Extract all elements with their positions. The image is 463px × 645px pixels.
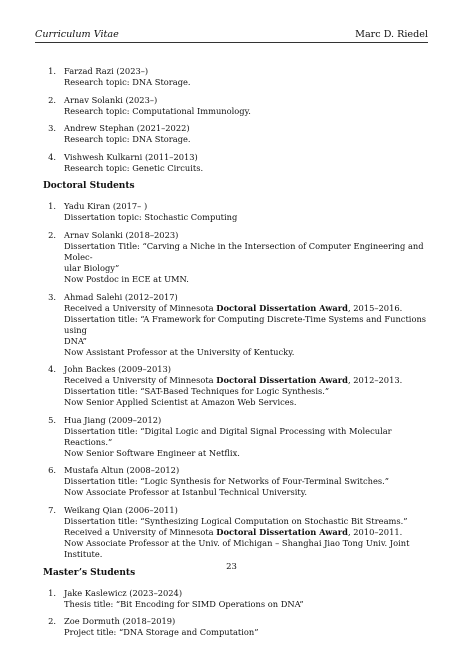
list-item [35, 230, 428, 285]
list-item-line: Thesis title: “Bit Encoding for SIMD Operations on DNA” [64, 598, 304, 609]
list-item-line: Research topic: Genetic Circuits. [64, 162, 204, 173]
award-years: , 2010–2011. [347, 526, 403, 537]
list-item [35, 95, 428, 117]
list-item-number: 1. [48, 201, 56, 212]
list-item-number: 4. [48, 364, 56, 375]
list-item-line: Arnav Solanki (2023–) [64, 94, 158, 105]
list-item [35, 66, 428, 88]
list-item-number: 7. [48, 504, 56, 515]
list-item-line: Weikang Qian (2006–2011) [64, 504, 178, 515]
list-item [35, 616, 428, 638]
list-item-line: Arnav Solanki (2018–2023) [64, 229, 179, 240]
list-item-line: Now Associate Professor at Istanbul Technical University. [64, 487, 307, 498]
list-item-line: John Backes (2009–2013) [64, 364, 172, 375]
list-item-line: Vishwesh Kulkarni (2011–2013) [64, 151, 198, 162]
award-text: Received a University of Minnesota [64, 302, 217, 313]
award-text: Received a University of Minnesota [64, 526, 217, 537]
list-item [35, 292, 428, 358]
award-name: Doctoral Dissertation Award [216, 375, 348, 386]
header-author: Marc D. Riedel [355, 29, 428, 40]
document-body [35, 66, 428, 645]
list-item-line: Ahmad Salehi (2012–2017) [64, 291, 178, 302]
list-item-line: Farzad Razi (2023–) [64, 66, 149, 76]
header-rule [35, 42, 428, 43]
list-item [35, 364, 428, 408]
header-title: Curriculum Vitae [35, 29, 119, 40]
list-item-line: Dissertation title: “Synthesizing Logical Computation on Stochastic Bit Streams.” [64, 515, 408, 526]
list-item [35, 201, 428, 223]
list-item-line: Now Senior Applied Scientist at Amazon Web Services. [64, 397, 297, 408]
list-item-line: Dissertation title: “SAT-Based Techniques for Logic Synthesis.” [64, 386, 330, 397]
list-item-number: 1. [48, 587, 56, 598]
list-item-line: Mustafa Altun (2008–2012) [64, 465, 180, 476]
list-item-line: Dissertation Title: “Carving a Niche in the Intersection of Computer Engineering and Molec- [64, 240, 424, 262]
award-text: Received a University of Minnesota [64, 375, 217, 386]
award-years: , 2015–2016. [347, 302, 403, 313]
list-item-number: 4. [48, 151, 56, 162]
page-header [35, 28, 428, 42]
list-item-line: Zoe Dormuth (2018–2019) [64, 616, 176, 627]
list-item-line [64, 303, 428, 314]
doctoral-students-list [35, 201, 428, 560]
list-item-line: DNA” [64, 335, 87, 346]
list-item-line: Research topic: DNA Storage. [64, 134, 191, 145]
list-item-line: Now Senior Software Engineer at Netflix. [64, 447, 240, 458]
list-item-line: Now Postdoc in ECE at UMN. [64, 273, 189, 284]
page-number: 23 [226, 562, 237, 572]
list-item-line: Jake Kaslewicz (2023–2024) [64, 587, 183, 598]
list-item-line: Hua Jiang (2009–2012) [64, 414, 162, 425]
list-item-line: Dissertation title: “A Framework for Computing Discrete-Time Systems and Functions using [64, 313, 427, 335]
masters-students-list [35, 588, 428, 639]
list-item-line: Research topic: Computational Immunology. [64, 105, 251, 116]
list-item-line [64, 527, 428, 538]
list-item-line [64, 375, 428, 386]
list-item [35, 152, 428, 174]
list-item-line: Research topic: DNA Storage. [64, 77, 191, 87]
award-years: , 2012–2013. [347, 375, 403, 386]
award-name: Doctoral Dissertation Award [216, 526, 348, 537]
list-item-number: 1. [48, 66, 56, 76]
list-item-number: 2. [48, 229, 56, 240]
list-item [35, 465, 428, 498]
section-heading-masters: Master’s Students [43, 567, 136, 578]
list-item-number: 3. [48, 291, 56, 302]
list-item-number: 2. [48, 94, 56, 105]
list-item-line: Yadu Kiran (2017– ) [64, 201, 148, 212]
list-item-line: ular Biology” [64, 262, 120, 273]
list-item-line: Now Associate Professor at the Univ. of Michigan – Shanghai Jiao Tong Univ. Joint Institute. [64, 537, 410, 559]
award-name: Doctoral Dissertation Award [216, 302, 348, 313]
list-item-line: Now Assistant Professor at the University of Kentucky. [64, 346, 295, 357]
list-item [35, 505, 428, 560]
researcher-list [35, 66, 428, 174]
list-item [35, 123, 428, 145]
list-item-line: Dissertation title: “Logic Synthesis for Networks of Four-Terminal Switches.” [64, 476, 390, 487]
list-item-number: 3. [48, 123, 56, 134]
section-heading-doctoral: Doctoral Students [43, 181, 135, 192]
list-item-line: Andrew Stephan (2021–2022) [64, 123, 190, 134]
list-item-line: Project title: “DNA Storage and Computation” [64, 627, 259, 638]
list-item-number: 2. [48, 616, 56, 627]
list-item-number: 6. [48, 465, 56, 476]
list-item-line: Dissertation topic: Stochastic Computing [64, 212, 238, 223]
list-item-number: 5. [48, 414, 56, 425]
list-item [35, 415, 428, 459]
list-item-line: Dissertation title: “Digital Logic and Digital Signal Processing with Molecular Reactions.” [64, 425, 392, 447]
